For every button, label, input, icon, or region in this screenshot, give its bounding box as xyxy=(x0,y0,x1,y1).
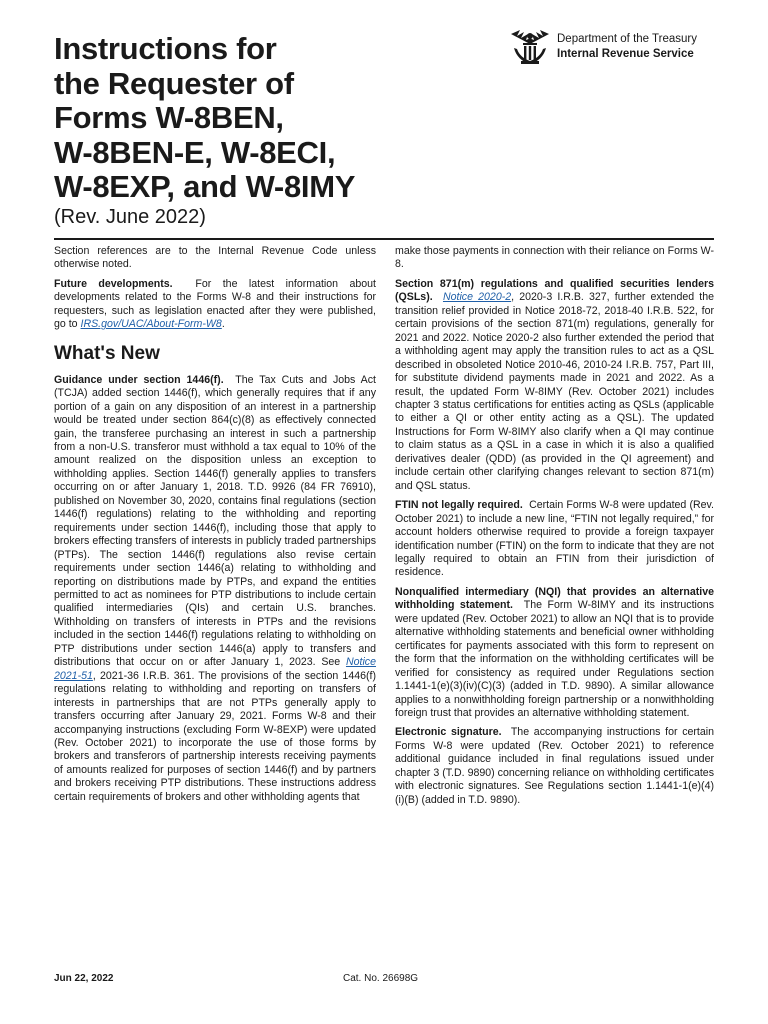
irs-about-form-w8-link[interactable]: IRS.gov/UAC/About-Form-W8 xyxy=(80,318,222,331)
section-871m-heading: Section 871(m) regulations and qualified securities lenders (QSLs). xyxy=(395,277,714,304)
notice-2021-51-link[interactable]: Notice 2021-51 xyxy=(54,656,376,682)
section-1446f-text: The Tax Cuts and Jobs Act (TCJA) added section 1446(f), which generally requires that if any portion of a gain on any disposition of an interest in a partnership would be treated under section 864(c)(8) as effectively connected gain, the transferee purchasing an interest in such a partnership from a non-U.S. transferor must withhold a tax equal to 10% of the amount realized on the disposition unless an exception to withholding applies. Section 1446(f) generally applies to transfers occurring on or after January 1, 2018. T.D. 9926 (84 FR 76910), published on November 30, 2020, contains final regulations (section 1446(f) regulations) relating to the withholding and reporting requirements under section 1446(f), including those that apply to brokers effecting transfers of interests in publicly traded partnerships (PTPs). The section 1446(f) regulations also revise certain requirements under section 1446(a) relating to withholding and reporting on distributions made by PTPs, and expand the entities permitted to act as nominees for PTP distributions to include certain qualified intermediaries (QIs) and certain U.S. branches. Withholding on transfers of interests in PTPs and the revisions included in the section 1446(f) regulations relating to withholding on PTP distributions under section 1446(a) apply to transfers and distributions that occur on or after January 1, 2023. See xyxy=(54,373,376,669)
section-1446f-text-continued: , 2021-36 I.R.B. 361. The provisions of the section 1446(f) regulations relating to withholding and reporting on transfers of interests in partnerships that are not PTPs generally apply to transfers occurring after January 29, 2021. Forms W-8 and their accompanying instructions (excluding Form W-8EXP) were updated (Rev. October 2021) to incorporate the use of those forms by brokers and transferors of partnership interests receiving payments of amounts realized for purposes of section 1446(f) and by partners and brokers receiving PTP distributions. These instructions address certain requirements of brokers and other withholding agents that xyxy=(54,669,376,803)
ftin-paragraph xyxy=(395,499,714,580)
title-line: W-8EXP, and W-8IMY xyxy=(54,169,356,204)
section-871m-paragraph xyxy=(395,278,714,493)
whats-new-heading: What's New xyxy=(54,342,160,364)
section-871m-text: , 2020-3 I.R.B. 327, further extended the transition relief provided in Notice 2018-72, 2018-40 I.R.B. 522, for certain provisions of the section 871(m) regulations, generally for 2021 and 2022. Notice 2020-2 also further extended the period that a withholding agent may apply the transition rules to act as a QSL described in obsoleted Notice 2010-46, 2010-24 I.R.B. 757, Part III, for substitute dividend payments made in 2021 and 2022. As a result, the updated Form W-8IMY (Rev. October 2021) includes chapter 3 status certifications for entities acting as QSLs (applicable to either a QI or other entity acting as a QSL). The updated Instructions for Form W-8IMY also clarify when a QI may continue to claim status as a QSL in a case in which it is also a qualified derivatives dealer (QDD) (as provided in the QI agreement) and include certain other clarifying changes relevant to section 871(m) and QSL status. xyxy=(395,291,714,492)
nqi-text: The Form W-8IMY and its instructions were updated (Rev. October 2021) to allow an NQI that is to provide alternative withholding statements and beneficial owner withholding certificates for payments associated with this form to represent on the form that the information on the withholding certificates will be verified for consistency as required under Regulations section 1.1441-1(e)(3)(iv)(C)(3) (added in T.D. 9890). A similar allowance applies to a nonwithholding foreign partnership or a nonwithholding foreign trust that provides an alternative withholding statement. xyxy=(395,599,714,719)
intro-paragraph xyxy=(54,245,376,272)
footer-date: Jun 22, 2022 xyxy=(54,973,114,984)
header-divider xyxy=(54,238,714,240)
agency-block xyxy=(508,24,738,68)
right-column xyxy=(395,245,714,813)
intro-text: Section references are to the Internal Revenue Code unless otherwise noted. xyxy=(54,245,376,271)
irs-eagle-logo-icon xyxy=(508,26,552,66)
electronic-signature-text: The accompanying instructions for certain Forms W-8 were updated (Rev. October 2021) to reference additional guidance included in final regulations issued under chapter 3 (T.D. 9890) concerning reliance on withholding certificates with electronic signatures. See Regulations section 1.1441-1(e)(4)(i)(B) (added in T.D. 9890). xyxy=(395,726,715,806)
department-name: Department of the Treasury xyxy=(557,33,697,45)
left-column xyxy=(54,245,376,810)
document-title xyxy=(54,32,494,205)
title-line: Instructions for xyxy=(54,31,277,66)
future-developments-paragraph xyxy=(54,278,376,332)
ftin-heading: FTIN not legally required. xyxy=(395,499,523,512)
continuation-paragraph xyxy=(395,245,714,272)
title-line: Forms W-8BEN, xyxy=(54,100,284,135)
title-line: W-8BEN-E, W-8ECI, xyxy=(54,134,336,170)
catalog-number: Cat. No. 26698G xyxy=(343,973,419,984)
section-1446f-paragraph xyxy=(54,374,376,805)
revision-date: (Rev. June 2022) xyxy=(54,206,206,228)
period: . xyxy=(221,318,225,331)
future-developments-text: For the latest information about developments related to the Forms W-8 and their instructions for requesters, such as legislation enacted after they were published, go to xyxy=(54,277,376,331)
section-1446f-heading: Guidance under section 1446(f). xyxy=(54,373,224,386)
continuation-text: make those payments in connection with their reliance on Forms W-8. xyxy=(395,245,714,271)
future-developments-heading: Future developments. xyxy=(54,277,173,290)
ftin-text: Certain Forms W-8 were updated (Rev. October 2021) to include a new line, “FTIN not legally required,” for account holders otherwise required to provide a foreign taxpayer identification number (FTIN) on the form to indicate that they are not legally required to obtain an FTIN from their jurisdiction of residence. xyxy=(395,499,715,579)
electronic-signature-heading: Electronic signature. xyxy=(395,726,502,739)
notice-2020-2-link[interactable]: Notice 2020-2 xyxy=(442,291,512,304)
nqi-paragraph xyxy=(395,586,714,721)
agency-name: Internal Revenue Service xyxy=(557,48,694,60)
title-line: the Requester of xyxy=(54,65,294,101)
electronic-signature-paragraph xyxy=(395,726,714,807)
nqi-heading: Nonqualified intermediary (NQI) that provides an alternative withholding statement. xyxy=(395,585,714,612)
